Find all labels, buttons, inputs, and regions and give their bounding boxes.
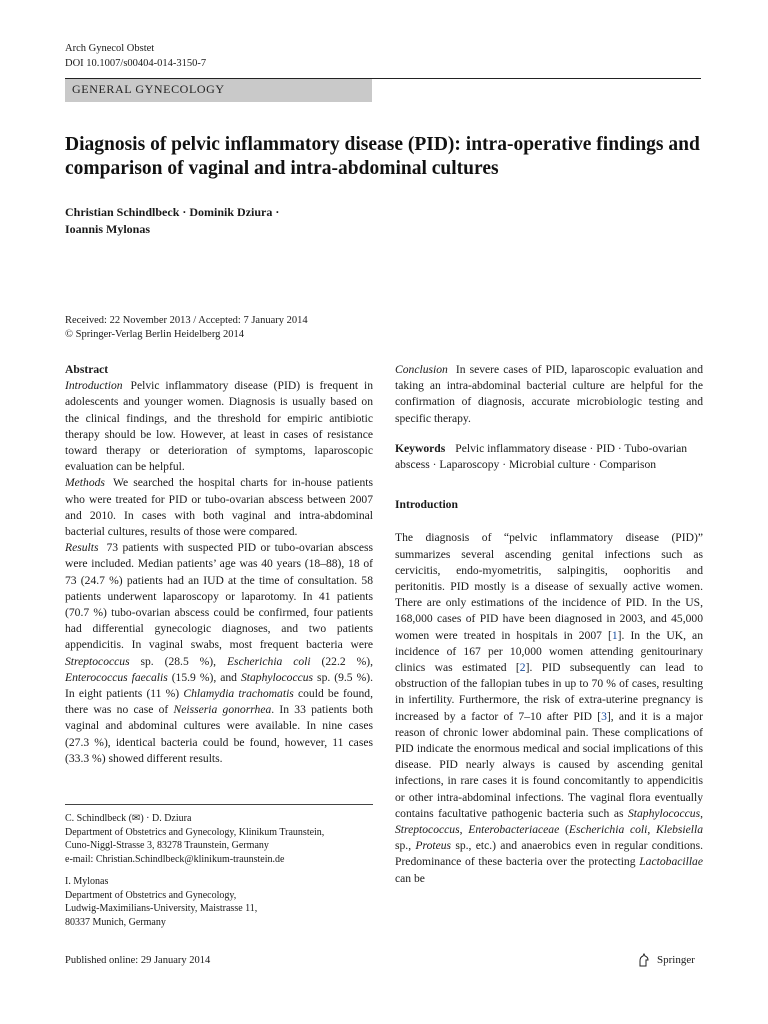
intro-text: ], and it is a major reason of chronic lower abdominal pain. These complications of PID indicate the enormous medical and social implications of this disease. PID nearly always is caused by ascending genital infections, in rare cases it is found concomitantly to appendicitis or other intra-abdominal infections. The vaginal flora eventually contains facultative pathogenic bacteria such as	[395, 709, 704, 820]
results-text: . In 33 patients both vaginal and abdominal cultures were available. In nine cases (27.3 %), identical bacteria could be found, however, 11 cases (33.3 %) showed different results.	[65, 703, 373, 765]
species-name: Staphylococcus	[627, 806, 701, 820]
paper-title: Diagnosis of pelvic inflammatory disease (PID): intra-operative findings and comparison of vaginal and intra-abdominal cultures	[65, 134, 700, 179]
reference-link[interactable]: 2	[519, 661, 526, 675]
intro-text: (	[559, 823, 569, 837]
intro-text: ]. In the UK, an incidence of 167 per 10,000 women attending genitourinary clinics was estimated [	[395, 628, 703, 675]
affiliation-1	[65, 812, 385, 866]
species-name: Chlamydia trachomatis	[183, 687, 294, 701]
affiliation-line: Ludwig-Maximilians-University, Maistrasse 11,	[65, 903, 258, 914]
species-name: Proteus	[415, 839, 452, 853]
affiliation-line: Cuno-Niggl-Strasse 3, 83278 Traunstein, Germany	[65, 840, 269, 851]
results-text: could be found, there was no case of	[65, 687, 373, 717]
abstract-results	[65, 540, 373, 767]
abstract	[65, 362, 373, 767]
results-text: (22.2 %),	[310, 654, 373, 668]
introduction-text: Pelvic inflammatory disease (PID) is frequent in adolescents and younger women. Diagnosis is usually based on the clinical findings, and the threshold for empiric antibiotic therapy should be low. However, at least in cases of resistance toward therapy or deterioration of symptoms, laparoscopic evaluation can be helpful.	[65, 379, 373, 474]
published-date: Published online: 29 January 2014	[65, 955, 211, 966]
email-link[interactable]: e-mail: Christian.Schindlbeck@klinikum-traunstein.de	[65, 853, 285, 865]
intro-text: ,	[459, 823, 469, 837]
right-column	[395, 362, 703, 887]
publisher-logo	[637, 953, 695, 967]
introduction-body	[395, 530, 703, 886]
abstract-conclusion	[395, 362, 703, 427]
dates	[65, 314, 308, 341]
affiliation-line: Department of Obstetrics and Gynecology, Klinikum Traunstein,	[65, 826, 325, 838]
doi: DOI 10.1007/s00404-014-3150-7	[65, 58, 207, 69]
methods-text: We searched the hospital charts for in-house patients who were treated for PID or tubo-ovarian abscess between 2007 and 2010. In cases with both vaginal and intra-abdominal bacterial cultures, results of those were compared.	[65, 476, 373, 539]
copyright: © Springer-Verlag Berlin Heidelberg 2014	[65, 328, 245, 340]
affiliation-line: C. Schindlbeck (✉) · D. Dziura	[65, 813, 192, 824]
journal-header	[65, 41, 206, 71]
species-name: Staphylococcus	[240, 670, 314, 684]
intro-text: The diagnosis of “pelvic inflammatory disease (PID)” summarizes several ascending genital infections such as cervicitis, endo-myometritis, salpingitis, oophoritis and peritonitis. PID mostly is a disease of sexually active women. There are only estimations of the incidence of PID. In the US, 168,000 cases of PID have been diagnosed in 2003, and 45,000 women were treated in hospitals in 2007 [	[395, 531, 703, 642]
authors-line-1: Christian Schindlbeck · Dominik Dziura ·	[65, 205, 280, 219]
reference-link[interactable]: 3	[601, 709, 607, 723]
intro-text: ]. PID subsequently can lead to obstruction of the fallopian tubes in up to 70 % of cases, resulting in infertility. Furthermore, the risk of extra-uterine pregnancy is increased by a factor of 7–10 after PID [	[395, 661, 704, 723]
reference-link[interactable]: 1	[611, 628, 618, 642]
introduction-label: Introduction	[65, 379, 123, 393]
species-name: Neisseria gonorrhea	[173, 703, 272, 717]
affiliation-line: 80337 Munich, Germany	[65, 916, 166, 928]
authors	[65, 204, 465, 238]
species-name: Escherichia coli	[568, 823, 648, 837]
results-text: sp. (28.5 %),	[129, 654, 227, 668]
intro-text: sp., etc.) and anaerobics even in regular conditions. Predominance of these bacteria over the protecting	[395, 839, 703, 869]
affiliation-2	[65, 875, 385, 929]
species-name: Lactobacillae	[639, 855, 703, 869]
abstract-introduction	[65, 378, 373, 475]
results-text: (15.9 %), and	[167, 670, 241, 684]
species-name: Klebsiella	[656, 823, 704, 837]
introduction-heading: Introduction	[395, 498, 458, 512]
affiliations	[65, 812, 385, 938]
conclusion-label: Conclusion	[395, 363, 448, 376]
springer-horse-icon	[637, 953, 651, 967]
species-name: Enterococcus faecalis	[65, 670, 168, 684]
species-name: Streptococcus	[395, 823, 460, 837]
intro-text: ,	[700, 806, 703, 820]
species-name: Escherichia coli	[226, 654, 311, 668]
affiliation-line: I. Mylonas	[65, 876, 109, 887]
species-name: Enterobacteriaceae	[468, 823, 560, 837]
intro-text: can be	[395, 871, 425, 885]
keywords	[395, 441, 703, 473]
journal-name: Arch Gynecol Obstet	[65, 43, 155, 54]
keywords-text: Pelvic inflammatory disease · PID · Tubo-ovarian abscess · Laparoscopy · Microbial culture · Comparison	[395, 441, 688, 472]
publisher-name: Springer	[657, 954, 695, 966]
keywords-label: Keywords	[395, 441, 446, 455]
section-label: GENERAL GYNECOLOGY	[72, 82, 225, 96]
methods-label: Methods	[65, 476, 105, 490]
results-label: Results	[65, 541, 99, 555]
results-text: 73 patients with suspected PID or tubo-ovarian abscess were included. Median patients’ age was 40 years (18–88), 18 of 73 (24.7 %) patients had an IUD at the time of consultation. 58 patients underwent laparoscopy or laparotomy. In 41 patients (70.7 %) tubo-ovarian abscess could be confirmed, four patients had differential gynecologic diagnoses, and two patients appendicitis. In vaginal swabs, most frequent bacteria were	[65, 541, 373, 652]
received-date: Received: 22 November 2013 / Accepted: 7 January 2014	[65, 315, 308, 326]
abstract-heading: Abstract	[65, 363, 109, 376]
species-name: Streptococcus	[65, 654, 130, 668]
intro-text: ,	[647, 823, 656, 837]
affiliation-line: Department of Obstetrics and Gynecology,	[65, 889, 237, 901]
abstract-methods	[65, 475, 373, 540]
results-text: sp. (9.5 %). In eight patients (11 %)	[65, 670, 373, 701]
authors-line-2: Ioannis Mylonas	[65, 222, 151, 236]
section-bar	[65, 79, 372, 102]
affiliation-rule	[65, 804, 373, 805]
intro-text: sp.,	[395, 839, 416, 853]
conclusion-text: In severe cases of PID, laparoscopic evaluation and taking an intra-abdominal bacterial culture are helpful for the confirmation of diagnosis, accurate microbiologic testing and specific therapy.	[395, 363, 703, 425]
